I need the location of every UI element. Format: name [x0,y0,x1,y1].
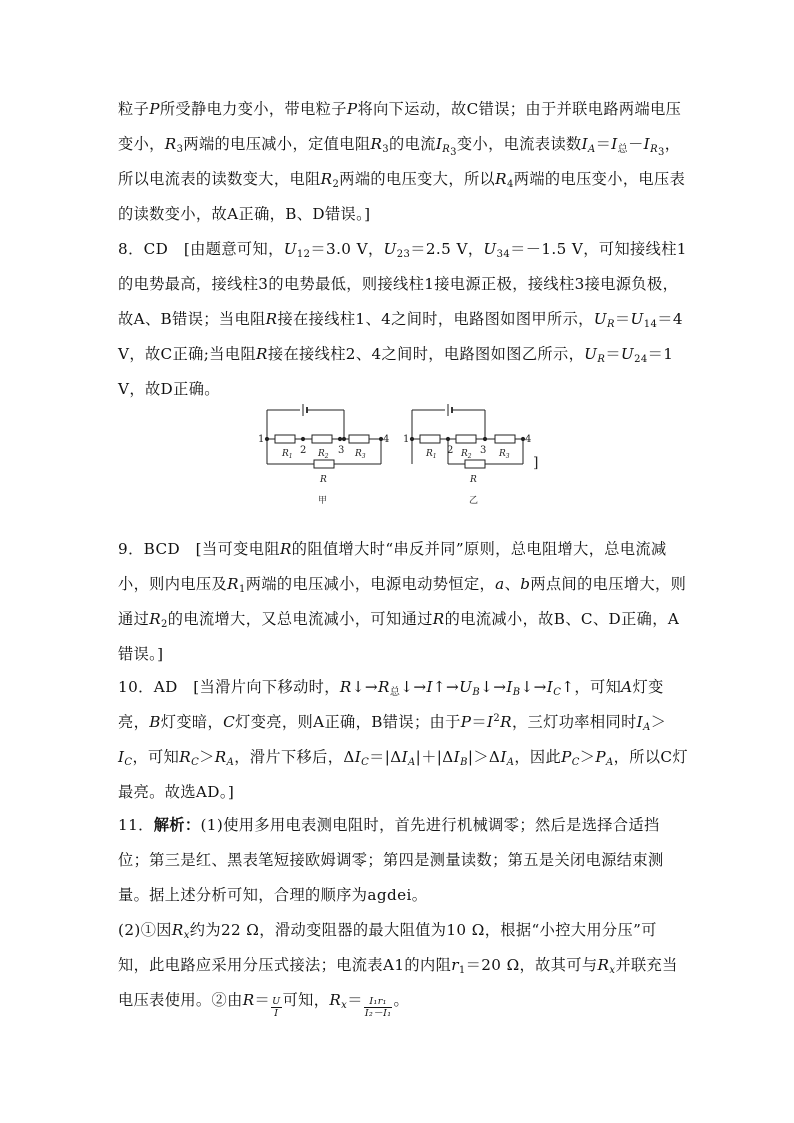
terminal-label: 2 [447,445,454,456]
resistor-label: $R_1$ [426,449,437,460]
circuit-diagram-yi [403,404,538,506]
circuit-diagram-jia [258,404,389,506]
circuit-diagrams [255,402,555,512]
resistor-r1 [275,435,295,443]
answer-11-part-1: 11．解析：(1)使用多用电表测电阻时，首先进行机械调零；然后是选择合适挡位；第三是红、黑表笔短接欧姆调零；第四是测量读数；第五是关闭电源结束测量。据上述分析可知，合理的顺序为agdei。 [118,816,664,904]
answer-10: 10．AD [当滑片向下移动时，$R↓\to R_总↓\to I↑\to U_B↓\to I_B↓\to I_C↑$，可知A灯变亮，B灯变暗，C灯变亮，则A正确，B错误；由于$P=I^2R$，三灯功率相同时$I_A>I_C$，可知$R_C>R_A$，滑片下移后，$\Delta I_C=|\Delta I_A|+|\Delta I_B|>\Delta I_A$，因此$P_C>P_A$，所以C灯最亮。故选AD。] [118,678,689,801]
fraction-rx-formula: $\frac{\text{I₁r₁}}{\text{I₂－I₁}}$ [364,996,392,1019]
resistor-r [314,460,334,468]
terminal-label: 1 [403,434,410,445]
answer-8: 8．CD [由题意可知，$U_{12}=3.0$ V，$U_{23}=2.5$ V，$U_{34}=-1.5$ V，可知接线柱1的电势最高，接线柱3的电势最低，则接线柱1接电源正极，接线柱3接电源负极，故A、B错误；当电阻R接在接线柱1、4之间时，电路图如图甲所示，$U_R=U_{14}=4$ V，故C正确;当电阻R接在接线柱2、4之间时，电路图如图乙所示，$U_R=U_{24}=1$ V，故D正确。 [118,240,687,398]
answer-11-part-2: (2)①因$R_x$约为22 Ω，滑动变阻器的最大阻值为10 Ω，根据“小控大用分压”可知，此电路应采用分压式接法；电流表A1的内阻$r_1=20$ Ω，故其可与$R_x$并联充当电压表使用。②由R＝ $\frac{U}{I}$ 可知，$R_x=$ $\frac{\text{I₁r₁}}{\text{I₂－I₁}}$ 。 [118,921,678,1019]
resistor-r2 [456,435,476,443]
fraction-u-over-i: $\frac{U}{I}$ [272,996,281,1019]
resistor-r1 [420,435,440,443]
terminal-label: 3 [480,445,487,456]
closing-bracket: ] [533,455,539,471]
resistor-label: R [320,475,327,485]
answer-7-continuation: 粒子P所受静电力变小，带电粒子P将向下运动，故C错误；由于并联电路两端电压变小，$R_3$两端的电压减小，定值电阻$R_3$的电流$I_{R_3}$变小，电流表读数$I_A=I_总-I_{R_3}$，所以电流表的读数变大，电阻$R_2$两端的电压变大，所以$R_4$两端的电压变小，电压表的读数变小，故A正确，B、D错误。] [118,100,686,223]
resistor-label: R [470,475,477,485]
resistor-r3 [495,435,515,443]
resistor-label: $R_3$ [499,449,510,460]
terminal-label: 1 [258,434,265,445]
resistor-label: $R_1$ [282,449,293,460]
resistor-label: $R_3$ [355,449,366,460]
resistor-r3 [349,435,369,443]
terminal-label: 3 [338,445,345,456]
terminal-label: 4 [525,434,532,445]
caption-yi: 乙 [469,496,479,506]
resistor-label: $R_2$ [461,449,472,460]
resistor-label: $R_2$ [318,449,329,460]
answer-9: 9．BCD [当可变电阻R的阻值增大时“串反并同”原则，总电阻增大，总电流减小，则内电压及$R_1$两端的电压减小，电源电动势恒定，a、b两点间的电压增大，则通过$R_2$的电流增大，又总电流减小，可知通过R的电流减小，故B、C、D正确，A错误。] [118,540,687,663]
resistor-r2 [312,435,332,443]
caption-jia: 甲 [318,496,328,506]
resistor-r [465,460,485,468]
terminal-label: 2 [300,445,307,456]
terminal-label: 4 [383,434,390,445]
